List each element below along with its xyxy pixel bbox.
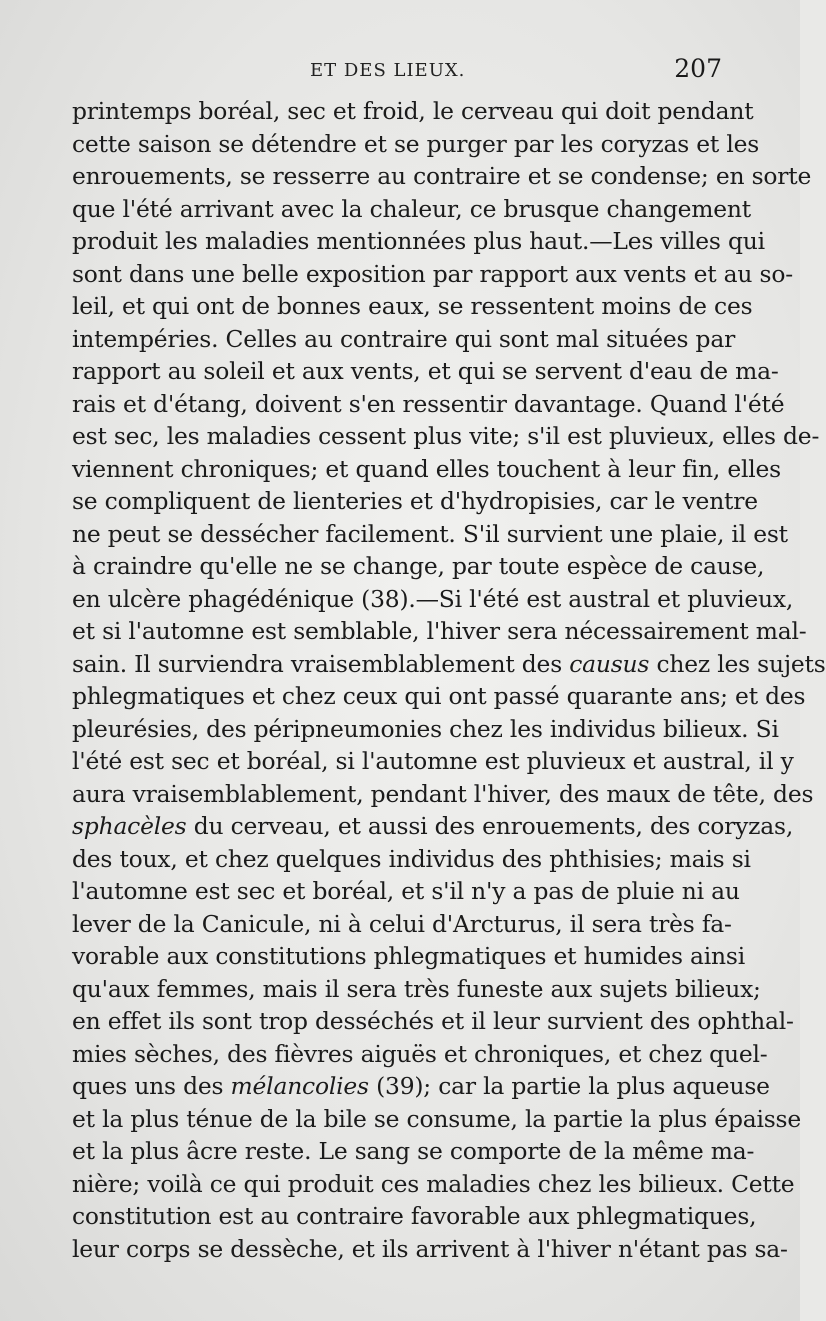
text-segment: vorable aux constitutions phlegmatiques et humides ainsi xyxy=(72,942,746,970)
text-line xyxy=(72,355,779,388)
text-segment: et si l'automne est semblable, l'hiver sera nécessairement mal- xyxy=(72,617,807,645)
text-segment: et la plus ténue de la bile se consume, la partie la plus épaisse xyxy=(72,1104,801,1133)
text-line xyxy=(72,323,736,356)
text-segment: sain. Il surviendra vraisemblablement des xyxy=(72,649,570,678)
text-line xyxy=(72,908,732,941)
text-line xyxy=(72,1103,801,1136)
text-line xyxy=(72,973,761,1006)
italic-term: mélancolies xyxy=(230,1072,369,1100)
running-head: ET DES LIEUX. xyxy=(310,60,466,81)
text-line xyxy=(72,875,740,908)
text-segment: pleurésies, des péripneumonies chez les individus bilieux. Si xyxy=(72,714,779,743)
text-segment: chez les sujets xyxy=(649,649,826,678)
text-line xyxy=(72,680,806,713)
text-line xyxy=(72,1038,768,1071)
text-line xyxy=(72,485,758,518)
italic-term: sphacèles xyxy=(72,812,187,840)
text-line xyxy=(72,420,820,453)
text-segment: l'automne est sec et boréal, et s'il n'y a pas de pluie ni au xyxy=(72,877,740,905)
text-segment: à craindre qu'elle ne se change, par toute espèce de cause, xyxy=(72,552,765,580)
text-line xyxy=(72,1200,757,1233)
text-segment: constitution est au contraire favorable aux phlegmatiques, xyxy=(72,1202,757,1230)
text-line xyxy=(72,1005,794,1038)
text-segment: enrouements, se resserre au contraire et se condense; en sorte xyxy=(72,162,812,190)
text-line xyxy=(72,290,753,323)
text-segment: intempéries. Celles au contraire qui sont mal situées par xyxy=(72,324,736,353)
text-line xyxy=(72,810,794,843)
text-segment: (39); car la partie la plus aqueuse xyxy=(368,1072,770,1100)
text-line xyxy=(72,160,812,193)
text-segment: en effet ils sont trop desséchés et il leur survient des ophthal- xyxy=(72,1007,794,1035)
text-segment: cette saison se détendre et se purger par les coryzas et les xyxy=(72,129,760,158)
text-line xyxy=(72,778,814,811)
text-line xyxy=(72,258,793,291)
text-segment: ques uns des xyxy=(72,1072,231,1100)
text-segment: en ulcère phagédénique (38).—Si l'été est austral et pluvieux, xyxy=(72,584,794,613)
text-line xyxy=(72,388,785,421)
page-number: 207 xyxy=(674,54,722,83)
page-header xyxy=(72,54,732,88)
text-segment: phlegmatiques et chez ceux qui ont passé quarante ans; et des xyxy=(72,682,806,710)
text-segment: mies sèches, des fièvres aiguës et chroniques, et chez quel- xyxy=(72,1039,768,1068)
text-segment: leil, et qui ont de bonnes eaux, se ressentent moins de ces xyxy=(72,292,753,320)
text-segment: printemps boréal, sec et froid, le cerveau qui doit pendant xyxy=(72,97,754,125)
text-segment: leur corps se dessèche, et ils arrivent à l'hiver n'étant pas sa- xyxy=(72,1234,788,1263)
text-line xyxy=(72,518,788,551)
text-line xyxy=(72,745,794,778)
text-segment: se compliquent de lienteries et d'hydropisies, car le ventre xyxy=(72,487,758,515)
text-line xyxy=(72,95,754,128)
text-segment: lever de la Canicule, ni à celui d'Arcturus, il sera très fa- xyxy=(72,909,732,938)
text-line xyxy=(72,453,781,486)
text-line xyxy=(72,940,746,973)
text-line xyxy=(72,648,826,681)
text-line xyxy=(72,1135,755,1168)
text-line xyxy=(72,550,765,583)
text-line xyxy=(72,193,751,226)
text-segment: est sec, les maladies cessent plus vite; s'il est pluvieux, elles de- xyxy=(72,422,820,450)
text-segment: aura vraisemblablement, pendant l'hiver, des maux de tête, des xyxy=(72,779,814,808)
text-line xyxy=(72,615,807,648)
text-segment: et la plus âcre reste. Le sang se comporte de la même ma- xyxy=(72,1137,755,1165)
text-segment: produit les maladies mentionnées plus haut.—Les villes qui xyxy=(72,227,765,255)
text-segment: l'été est sec et boréal, si l'automne est pluvieux et austral, il y xyxy=(72,747,794,775)
text-line xyxy=(72,128,760,161)
text-line xyxy=(72,1233,788,1266)
text-line xyxy=(72,713,779,746)
text-segment: que l'été arrivant avec la chaleur, ce brusque changement xyxy=(72,194,751,223)
text-line xyxy=(72,1070,770,1103)
text-segment: nière; voilà ce qui produit ces maladies chez les bilieux. Cette xyxy=(72,1169,795,1198)
body-text xyxy=(72,95,826,1265)
text-segment: des toux, et chez quelques individus des phthisies; mais si xyxy=(72,844,751,873)
text-line xyxy=(72,1168,795,1201)
text-segment: ne peut se dessécher facilement. S'il survient une plaie, il est xyxy=(72,519,788,548)
text-line xyxy=(72,583,794,616)
text-segment: qu'aux femmes, mais il sera très funeste aux sujets bilieux; xyxy=(72,974,761,1003)
italic-term: causus xyxy=(569,649,650,678)
text-line xyxy=(72,843,751,876)
text-segment: viennent chroniques; et quand elles touchent à leur fin, elles xyxy=(72,454,781,483)
text-segment: sont dans une belle exposition par rapport aux vents et au so- xyxy=(72,259,793,288)
text-segment: du cerveau, et aussi des enrouements, des coryzas, xyxy=(186,812,794,840)
text-line xyxy=(72,225,765,258)
text-segment: rapport au soleil et aux vents, et qui se servent d'eau de ma- xyxy=(72,357,779,385)
text-segment: rais et d'étang, doivent s'en ressentir davantage. Quand l'été xyxy=(72,389,785,418)
